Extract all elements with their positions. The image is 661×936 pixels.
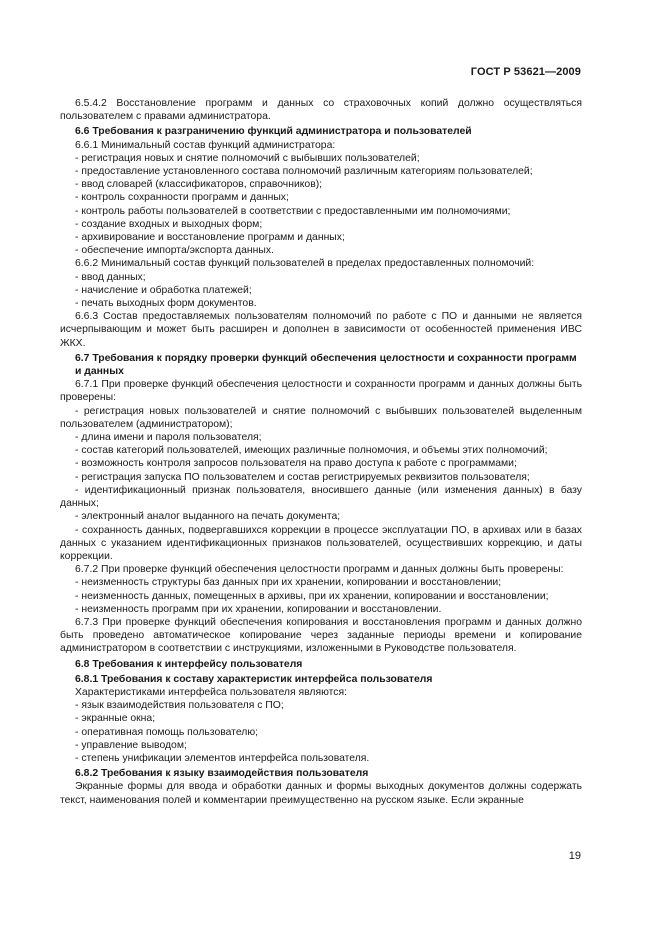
list-item: - экранные окна; [75, 713, 156, 725]
list-item: - неизменность программ при их хранении, копировании и восстановлении. [75, 603, 442, 615]
paragraph: Экранные формы для ввода и обработки данных и формы выходных документов должны содержать текст, наименования полей и комментарии преимущественно на русском языке. Если экранные [60, 781, 582, 806]
list-item: - управление выводом; [75, 739, 187, 751]
list-item: - архивирование и восстановление программ и данных; [75, 232, 345, 244]
paragraph: 6.7.2 При проверке функций обеспечения целостности программ и данных должны быть проверены: [75, 564, 564, 576]
list-item: - неизменность данных, помещенных в архивы, при их хранении, копировании и восстановлении; [75, 590, 549, 602]
list-item: - предоставление установленного состава полномочий различным категориям пользователей; [75, 166, 533, 178]
list-item: - регистрация запуска ПО пользователем и состав регистрируемых реквизитов пользователя; [75, 471, 530, 483]
list-item: - сохранность данных, подвергавшихся коррекции в процессе эксплуатации ПО, в архивах или в базах данных с указанием идентификационных признаков пользователей, осуществивших коррекцию, и даты коррекции. [60, 524, 582, 562]
paragraph: 6.7.1 При проверке функций обеспечения целостности и сохранности программ и данных должны быть проверены: [60, 379, 582, 404]
section-heading: 6.8.1 Требования к составу характеристик интерфейса пользователя [75, 673, 433, 685]
list-item: - печать выходных форм документов. [75, 298, 257, 310]
section-heading: 6.6 Требования к разграничению функций администратора и пользователей [75, 126, 472, 138]
document-body [60, 97, 582, 807]
list-item: - степень унификации элементов интерфейса пользователя. [75, 752, 370, 764]
paragraph: 6.6.3 Состав предоставляемых пользователям полномочий по работе с ПО и данными не является исчерпывающим и может быть расширен и дополнен в зависимости от особенностей применения ИВС ЖКХ. [60, 311, 582, 349]
section-heading: 6.7 Требования к порядку проверки функций обеспечения целостности и сохранности программ и данных [75, 352, 577, 378]
paragraph: 6.5.4.2 Восстановление программ и данных со страховочных копий должно осуществляться пользователем с правами администратора. [60, 98, 582, 123]
list-item: - длина имени и пароля пользователя; [75, 432, 262, 444]
paragraph: Характеристиками интерфейса пользователя являются: [75, 686, 348, 698]
section-heading: 6.8.2 Требования к языку взаимодействия пользователя [75, 768, 369, 780]
list-item: - контроль сохранности программ и данных; [75, 192, 289, 204]
list-item: - контроль работы пользователей в соответствии с предоставленными им полномочиями; [75, 205, 511, 217]
list-item: - язык взаимодействия пользователя с ПО; [75, 700, 284, 712]
list-item: - обеспечение импорта/экспорта данных. [75, 245, 274, 257]
section-heading: 6.8 Требования к интерфейсу пользователя [75, 658, 303, 670]
page-number: 19 [568, 850, 581, 862]
list-item: - ввод словарей (классификаторов, справочников); [75, 179, 323, 191]
paragraph: 6.6.2 Минимальный состав функций пользователей в пределах предоставленных полномочий: [75, 258, 535, 270]
list-item: - оперативная помощь пользователю; [75, 726, 259, 738]
paragraph: 6.6.1 Минимальный состав функций администратора: [75, 139, 336, 151]
list-item: - начисление и обработка платежей; [75, 284, 252, 296]
standard-number-header: ГОСТ Р 53621—2009 [470, 66, 581, 78]
list-item: - регистрация новых и снятие полномочий с выбывших пользователей; [75, 152, 420, 164]
list-item: - возможность контроля запросов пользователя на право доступа к работе с программами; [75, 458, 517, 470]
paragraph: 6.7.3 При проверке функций обеспечения копирования и восстановления программ и данных должно быть проведено автоматическое копирование через заданные периоды времени и копирование администратором в соответствии с инструкциями, изложенными в Руководстве пользователя. [60, 616, 582, 655]
list-item: - состав категорий пользователей, имеющих различные полномочия, и объемы этих полномочий; [75, 445, 548, 457]
list-item: - идентификационный признак пользователя, вносившего данные (или изменения данных) в базу данных; [60, 484, 582, 510]
list-item: - неизменность структуры баз данных при их хранении, копировании и восстановлении; [75, 577, 502, 589]
list-item: - создание входных и выходных форм; [75, 218, 263, 230]
list-item: - ввод данных; [75, 271, 146, 283]
list-item: - регистрация новых пользователей и снятие полномочий с выбывших пользователей выделенным пользователем (администратором); [60, 405, 582, 430]
list-item: - электронный аналог выданного на печать документа; [75, 511, 341, 523]
